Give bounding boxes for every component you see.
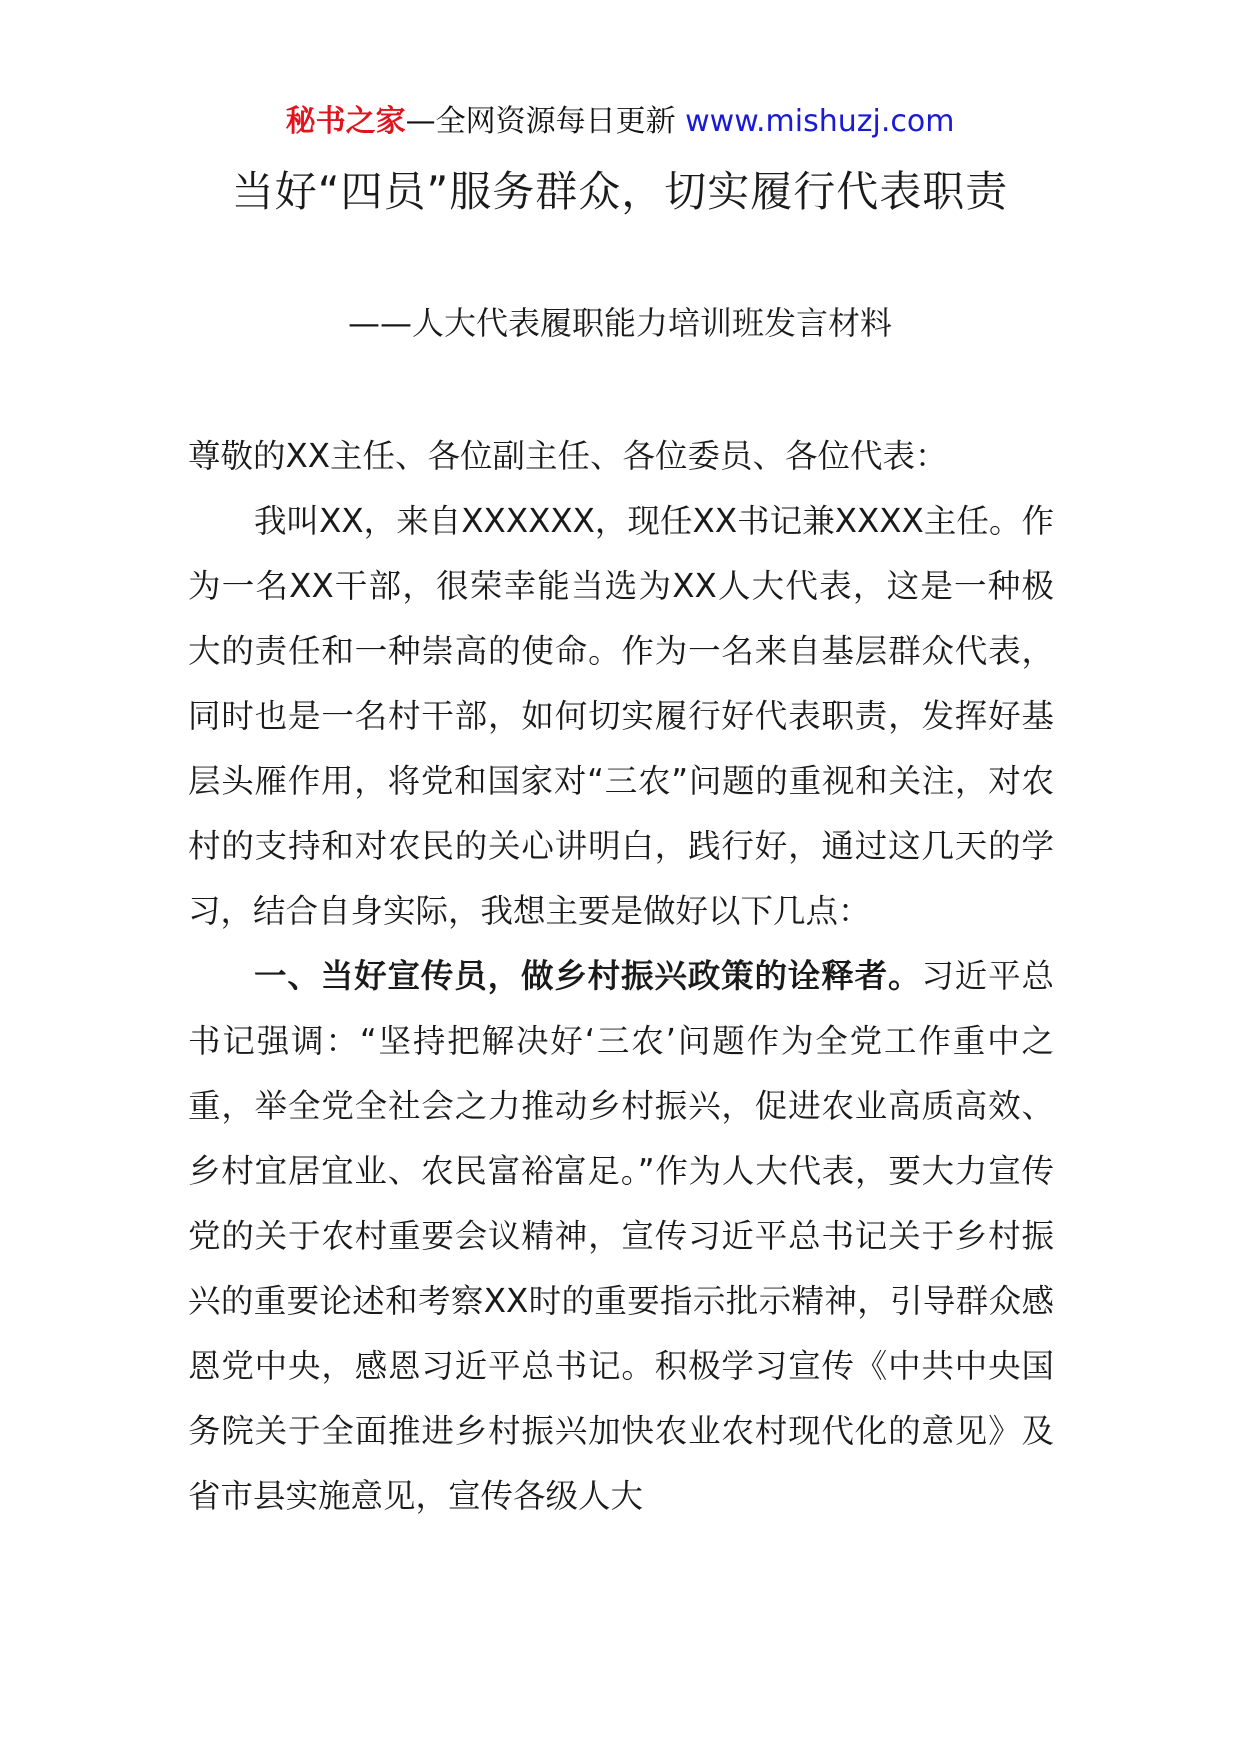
- section-1-heading: 一、当好宣传员，做乡村振兴政策的诠释者。: [254, 957, 922, 995]
- header-tagline: —全网资源每日更新: [405, 104, 676, 139]
- paragraph-intro: 我叫XX，来自XXXXXX，现任XX书记兼XXXX主任。作为一名XX干部，很荣幸能当选为XX人大代表，这是一种极大的责任和一种崇高的使命。作为一名来自基层群众代表，同时也是一名村干部，如何切实履行好代表职责，发挥好基层头雁作用，将党和国家对“三农”问题的重视和关注，对农村的支持和对农民的关心讲明白，践行好，通过这几天的学习，结合自身实际，我想主要是做好以下几点：: [188, 502, 1054, 930]
- salutation: 尊敬的XX主任、各位副主任、各位委员、各位代表：: [188, 437, 948, 475]
- document-subtitle: ——人大代表履职能力培训班发言材料: [347, 304, 892, 342]
- paragraph-section-1: [188, 944, 1054, 1529]
- document-title: 当好“四员”服务群众，切实履行代表职责: [231, 167, 1009, 216]
- site-link[interactable]: www.mishuzj.com: [685, 104, 955, 139]
- brand-name: 秘书之家: [285, 104, 406, 139]
- site-header: [0, 100, 1240, 144]
- document-body: [188, 424, 1054, 1529]
- section-1-body: 习近平总书记强调：“坚持把解决好‘三农’问题作为全党工作重中之重，举全党全社会之力推动乡村振兴，促进农业高质高效、乡村宜居宜业、农民富裕富足。”作为人大代表，要大力宣传党的关于农村重要会议精神，宣传习近平总书记关于乡村振兴的重要论述和考察XX时的重要指示批示精神，引导群众感恩党中央，感恩习近平总书记。积极学习宣传《中共中央国务院关于全面推进乡村振兴加快农业农村现代化的意见》及省市县实施意见，宣传各级人大: [188, 957, 1054, 1515]
